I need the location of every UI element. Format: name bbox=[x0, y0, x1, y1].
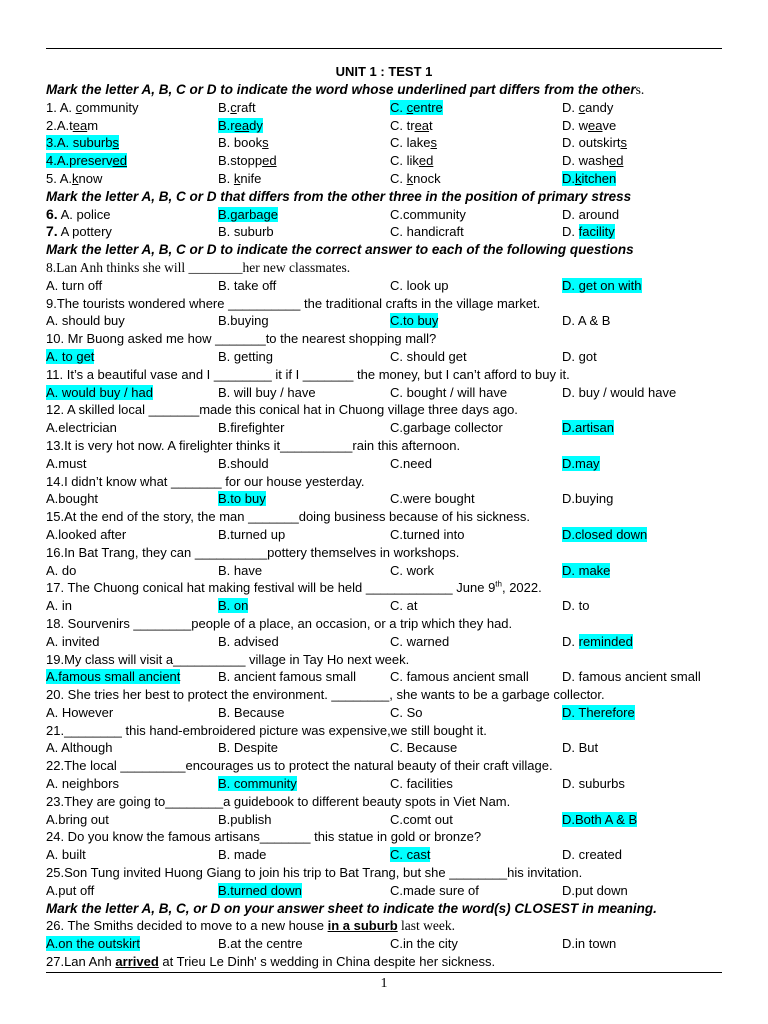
option-a[interactable] bbox=[46, 152, 218, 170]
option-a[interactable]: A. do bbox=[46, 562, 77, 578]
question-9-options bbox=[46, 312, 722, 330]
question-27-stem: 27.Lan Anh arrived at Trieu Le Dinh' s wedding in China despite her sickness. bbox=[46, 954, 496, 970]
question-13-options bbox=[46, 455, 722, 473]
question-16-options bbox=[46, 562, 722, 580]
option-a[interactable]: A.bring out bbox=[46, 811, 109, 827]
option-d[interactable] bbox=[562, 170, 722, 188]
question-22-options bbox=[46, 775, 722, 793]
question-3 bbox=[46, 134, 722, 152]
option-c[interactable]: C. So bbox=[390, 704, 423, 720]
option-b[interactable]: B. ancient famous small bbox=[218, 669, 357, 685]
option-d[interactable] bbox=[562, 455, 722, 473]
answer-highlight: B.garbage bbox=[218, 206, 278, 222]
question-25-stem: 25.Son Tung invited Huong Giang to join his trip to Bat Trang, but she ________his invitation. bbox=[46, 865, 583, 881]
option-c[interactable]: C.garbage collector bbox=[390, 420, 503, 436]
question-18-stem: 18. Sourvenirs ________people of a place, an occasion, or a trip which they had. bbox=[46, 615, 513, 631]
option-b[interactable]: B. will buy / have bbox=[218, 384, 316, 400]
question-19-stem: 19.My class will visit a__________ village in Tay Ho next week. bbox=[46, 651, 410, 667]
option-d[interactable]: D.put down bbox=[562, 882, 628, 898]
answer-highlight: C.to buy bbox=[390, 313, 439, 329]
answer-highlight: D.may bbox=[562, 455, 600, 471]
question-12-stem: 12. A skilled local _______made this conical hat in Chuong village three days ago. bbox=[46, 402, 518, 418]
question-5 bbox=[46, 170, 722, 188]
option-c[interactable]: C. work bbox=[390, 562, 435, 578]
question-23-options bbox=[46, 811, 722, 829]
answer-highlight: 3.A. suburbs bbox=[46, 135, 119, 151]
option-d[interactable] bbox=[562, 811, 722, 829]
test-page bbox=[46, 63, 722, 971]
question-15-options bbox=[46, 526, 722, 544]
option-a[interactable] bbox=[46, 935, 218, 953]
option-b[interactable] bbox=[218, 882, 390, 900]
option-b[interactable]: B. suburb bbox=[218, 224, 274, 240]
question-14-options bbox=[46, 490, 722, 508]
answer-highlight: D. Therefore bbox=[562, 704, 635, 720]
option-a[interactable]: A.put off bbox=[46, 882, 95, 898]
question-18-options bbox=[46, 633, 722, 651]
option-b[interactable]: B.firefighter bbox=[218, 420, 285, 436]
option-a[interactable] bbox=[46, 348, 218, 366]
question-23-stem: 23.They are going to________a guidebook to different beauty spots in Viet Nam. bbox=[46, 793, 511, 809]
option-d[interactable]: D.buying bbox=[562, 491, 614, 507]
question-6 bbox=[46, 206, 722, 224]
option-c[interactable]: C. treat bbox=[390, 117, 433, 133]
answer-highlight: facility bbox=[578, 224, 615, 240]
option-d[interactable] bbox=[562, 526, 722, 544]
question-20-options bbox=[46, 704, 722, 722]
option-b[interactable]: B. Because bbox=[218, 704, 285, 720]
option-d[interactable]: D. But bbox=[562, 740, 599, 756]
option-b[interactable]: B. getting bbox=[218, 348, 273, 364]
option-c[interactable]: C. at bbox=[390, 598, 418, 614]
option-a[interactable]: A. However bbox=[46, 704, 114, 720]
option-b[interactable]: B. have bbox=[218, 562, 263, 578]
option-c[interactable] bbox=[390, 99, 562, 117]
answer-highlight: reminded bbox=[578, 633, 633, 649]
section-2-instruction: Mark the letter A, B, C or D that differs from the other three in the position of primary stress bbox=[46, 188, 632, 204]
option-b[interactable]: B.should bbox=[218, 455, 269, 471]
question-25-options bbox=[46, 882, 722, 900]
answer-highlight: B.to buy bbox=[218, 491, 266, 507]
question-21-options bbox=[46, 739, 722, 757]
answer-highlight: D. get on with bbox=[562, 277, 642, 293]
option-c[interactable]: C. famous ancient small bbox=[390, 669, 529, 685]
option-a[interactable]: 7. A pottery bbox=[46, 223, 112, 240]
option-c[interactable]: C. liked bbox=[390, 153, 434, 169]
question-26-options bbox=[46, 935, 722, 953]
answer-highlight: D.Both A & B bbox=[562, 811, 638, 827]
question-1 bbox=[46, 99, 722, 117]
question-19-options bbox=[46, 668, 722, 686]
question-8-options bbox=[46, 277, 722, 295]
option-d[interactable] bbox=[562, 277, 722, 295]
question-7 bbox=[46, 223, 722, 241]
question-17-options bbox=[46, 597, 722, 615]
option-a[interactable]: 6. A. police bbox=[46, 205, 111, 222]
answer-highlight: 4.A.preserved bbox=[46, 153, 127, 169]
option-a[interactable]: 5. A.know bbox=[46, 170, 103, 186]
answer-highlight: C. cast bbox=[390, 847, 431, 863]
option-d[interactable]: D. candy bbox=[562, 99, 614, 115]
answer-highlight: D.closed down bbox=[562, 526, 648, 542]
question-9-stem: 9.The tourists wondered where __________ the traditional crafts in the village market. bbox=[46, 295, 541, 311]
option-b[interactable]: B.buying bbox=[218, 313, 269, 329]
option-b[interactable] bbox=[218, 490, 390, 508]
section-1-instruction: Mark the letter A, B, C or D to indicate the word whose underlined part differs from the others. bbox=[46, 82, 645, 97]
option-c[interactable]: C. handicraft bbox=[390, 224, 464, 240]
question-22-stem: 22.The local _________encourages us to protect the natural beauty of their craft village. bbox=[46, 758, 553, 774]
question-4 bbox=[46, 152, 722, 170]
question-15-stem: 15.At the end of the story, the man _______doing business because of his sickness. bbox=[46, 509, 530, 525]
section-3-instruction: Mark the letter A, B, C or D to indicate the correct answer to each of the following questions bbox=[46, 242, 634, 258]
option-d[interactable] bbox=[562, 419, 722, 437]
bottom-rule bbox=[46, 972, 722, 973]
option-c[interactable] bbox=[390, 846, 562, 864]
option-b[interactable]: B. books bbox=[218, 135, 269, 151]
option-c[interactable]: C. bought / will have bbox=[390, 384, 508, 400]
page-title: UNIT 1 : TEST 1 bbox=[335, 64, 433, 79]
option-a[interactable]: A. in bbox=[46, 598, 73, 614]
answer-highlight: A.on the outskirt bbox=[46, 936, 140, 952]
option-d[interactable]: D. weave bbox=[562, 117, 617, 133]
question-24-options bbox=[46, 846, 722, 864]
option-c[interactable]: C.turned into bbox=[390, 526, 465, 542]
option-a[interactable]: A. turn off bbox=[46, 277, 103, 293]
answer-highlight: D. make bbox=[562, 562, 611, 578]
question-14-stem: 14.I didn’t know what _______ for our house yesterday. bbox=[46, 473, 365, 489]
option-d[interactable]: D. got bbox=[562, 348, 597, 364]
option-d[interactable] bbox=[562, 562, 722, 580]
option-c[interactable]: C. warned bbox=[390, 633, 450, 649]
question-17-stem: 17. The Chuong conical hat making festival will be held ____________ June 9th, 2022. bbox=[46, 579, 542, 596]
option-d[interactable]: D. around bbox=[562, 206, 620, 222]
option-b[interactable]: B.turned up bbox=[218, 526, 286, 542]
answer-highlight: A. to get bbox=[46, 348, 95, 364]
option-c[interactable]: C. should get bbox=[390, 348, 467, 364]
question-21-stem: 21.________ this hand-embroidered picture was expensive,we still bought it. bbox=[46, 722, 487, 738]
option-c[interactable]: C.were bought bbox=[390, 491, 475, 507]
section-4-instruction: Mark the letter A, B, C, or D on your answer sheet to indicate the word(s) CLOSEST in meaning. bbox=[46, 900, 657, 916]
answer-highlight: A. would buy / had bbox=[46, 384, 153, 400]
option-a[interactable]: 1. A. community bbox=[46, 99, 139, 115]
option-c[interactable]: C. Because bbox=[390, 740, 458, 756]
option-d[interactable]: D. created bbox=[562, 847, 622, 863]
option-d[interactable]: D. to bbox=[562, 598, 590, 614]
option-c[interactable]: C. facilities bbox=[390, 776, 453, 792]
option-b[interactable]: B.stopped bbox=[218, 153, 277, 169]
option-b[interactable] bbox=[218, 775, 390, 793]
option-c[interactable]: C. knock bbox=[390, 170, 441, 186]
option-b[interactable]: B.publish bbox=[218, 811, 272, 827]
option-c[interactable]: C.made sure of bbox=[390, 882, 479, 898]
option-b[interactable]: B. Despite bbox=[218, 740, 278, 756]
option-a[interactable]: A.bought bbox=[46, 491, 99, 507]
question-13-stem: 13.It is very hot now. A firelighter thinks it__________rain this afternoon. bbox=[46, 437, 461, 453]
option-a[interactable]: A. invited bbox=[46, 633, 100, 649]
question-20-stem: 20. She tries her best to protect the environment. ________, she wants to be a garbage collector. bbox=[46, 687, 605, 703]
page-number: 1 bbox=[380, 976, 388, 991]
option-b[interactable]: B. knife bbox=[218, 170, 262, 186]
option-a[interactable]: A. built bbox=[46, 847, 86, 863]
option-d[interactable]: D. facility bbox=[562, 224, 615, 240]
top-rule bbox=[46, 48, 722, 49]
key-phrase: arrived bbox=[115, 954, 159, 970]
option-c[interactable]: C. look up bbox=[390, 277, 449, 293]
option-c[interactable]: C.need bbox=[390, 455, 432, 471]
option-d[interactable]: D. reminded bbox=[562, 633, 633, 649]
question-11-options bbox=[46, 384, 722, 402]
option-c[interactable]: C. lakes bbox=[390, 135, 437, 151]
option-d[interactable]: D. buy / would have bbox=[562, 384, 677, 400]
option-a[interactable]: A. neighbors bbox=[46, 776, 119, 792]
option-b[interactable]: B. made bbox=[218, 847, 267, 863]
answer-highlight: A.famous small ancient bbox=[46, 669, 181, 685]
question-16-stem: 16.In Bat Trang, they can __________pottery themselves in workshops. bbox=[46, 544, 460, 560]
option-a[interactable]: A. should buy bbox=[46, 313, 125, 329]
option-d[interactable]: D. outskirts bbox=[562, 135, 628, 151]
question-8-stem: 8.Lan Anh thinks she will ________her new classmates. bbox=[46, 259, 351, 275]
answer-highlight: B.ready bbox=[218, 117, 263, 133]
option-a[interactable] bbox=[46, 134, 218, 152]
option-d[interactable] bbox=[562, 704, 722, 722]
option-a[interactable] bbox=[46, 384, 218, 402]
answer-highlight: B. community bbox=[218, 776, 297, 792]
option-b[interactable]: B. take off bbox=[218, 277, 277, 293]
option-b[interactable]: B.craft bbox=[218, 99, 256, 115]
question-10-options bbox=[46, 348, 722, 366]
question-10-stem: 10. Mr Buong asked me how _______to the nearest shopping mall? bbox=[46, 331, 437, 347]
option-b[interactable]: B.at the centre bbox=[218, 936, 303, 952]
option-b[interactable] bbox=[218, 117, 390, 135]
option-c[interactable]: C.comt out bbox=[390, 811, 453, 827]
option-b[interactable] bbox=[218, 597, 390, 615]
option-a[interactable]: A.looked after bbox=[46, 526, 127, 542]
answer-highlight: B. on bbox=[218, 598, 249, 614]
option-d[interactable]: D. famous ancient small bbox=[562, 669, 701, 685]
question-26-stem: 26. The Smiths decided to move to a new house in a suburb last week. bbox=[46, 918, 456, 934]
option-b[interactable]: B. advised bbox=[218, 633, 279, 649]
option-a[interactable]: A.must bbox=[46, 455, 87, 471]
option-c[interactable] bbox=[390, 312, 562, 330]
option-c[interactable]: C.community bbox=[390, 206, 466, 222]
question-12-options bbox=[46, 419, 722, 437]
question-11-stem: 11. It’s a beautiful vase and I ________ it if I _______ the money, but I can’t afford to buy it. bbox=[46, 366, 570, 382]
option-a[interactable]: A.electrician bbox=[46, 420, 117, 436]
option-d[interactable]: D. suburbs bbox=[562, 776, 625, 792]
option-d[interactable]: D. washed bbox=[562, 153, 624, 169]
key-phrase: in a suburb bbox=[327, 918, 398, 934]
option-d[interactable]: D.in town bbox=[562, 936, 617, 952]
option-a[interactable]: 2.A.team bbox=[46, 117, 99, 133]
answer-highlight: C. centre bbox=[390, 99, 443, 115]
option-d[interactable]: D. A & B bbox=[562, 313, 611, 329]
option-c[interactable]: C.in the city bbox=[390, 936, 458, 952]
question-2 bbox=[46, 117, 722, 135]
option-a[interactable] bbox=[46, 668, 218, 686]
question-24-stem: 24. Do you know the famous artisans_______ this statue in gold or bronze? bbox=[46, 829, 482, 845]
answer-highlight: B.turned down bbox=[218, 882, 302, 898]
option-a[interactable]: A. Although bbox=[46, 740, 113, 756]
answer-highlight: D.kitchen bbox=[562, 170, 617, 186]
answer-highlight: D.artisan bbox=[562, 420, 615, 436]
option-b[interactable] bbox=[218, 206, 390, 224]
